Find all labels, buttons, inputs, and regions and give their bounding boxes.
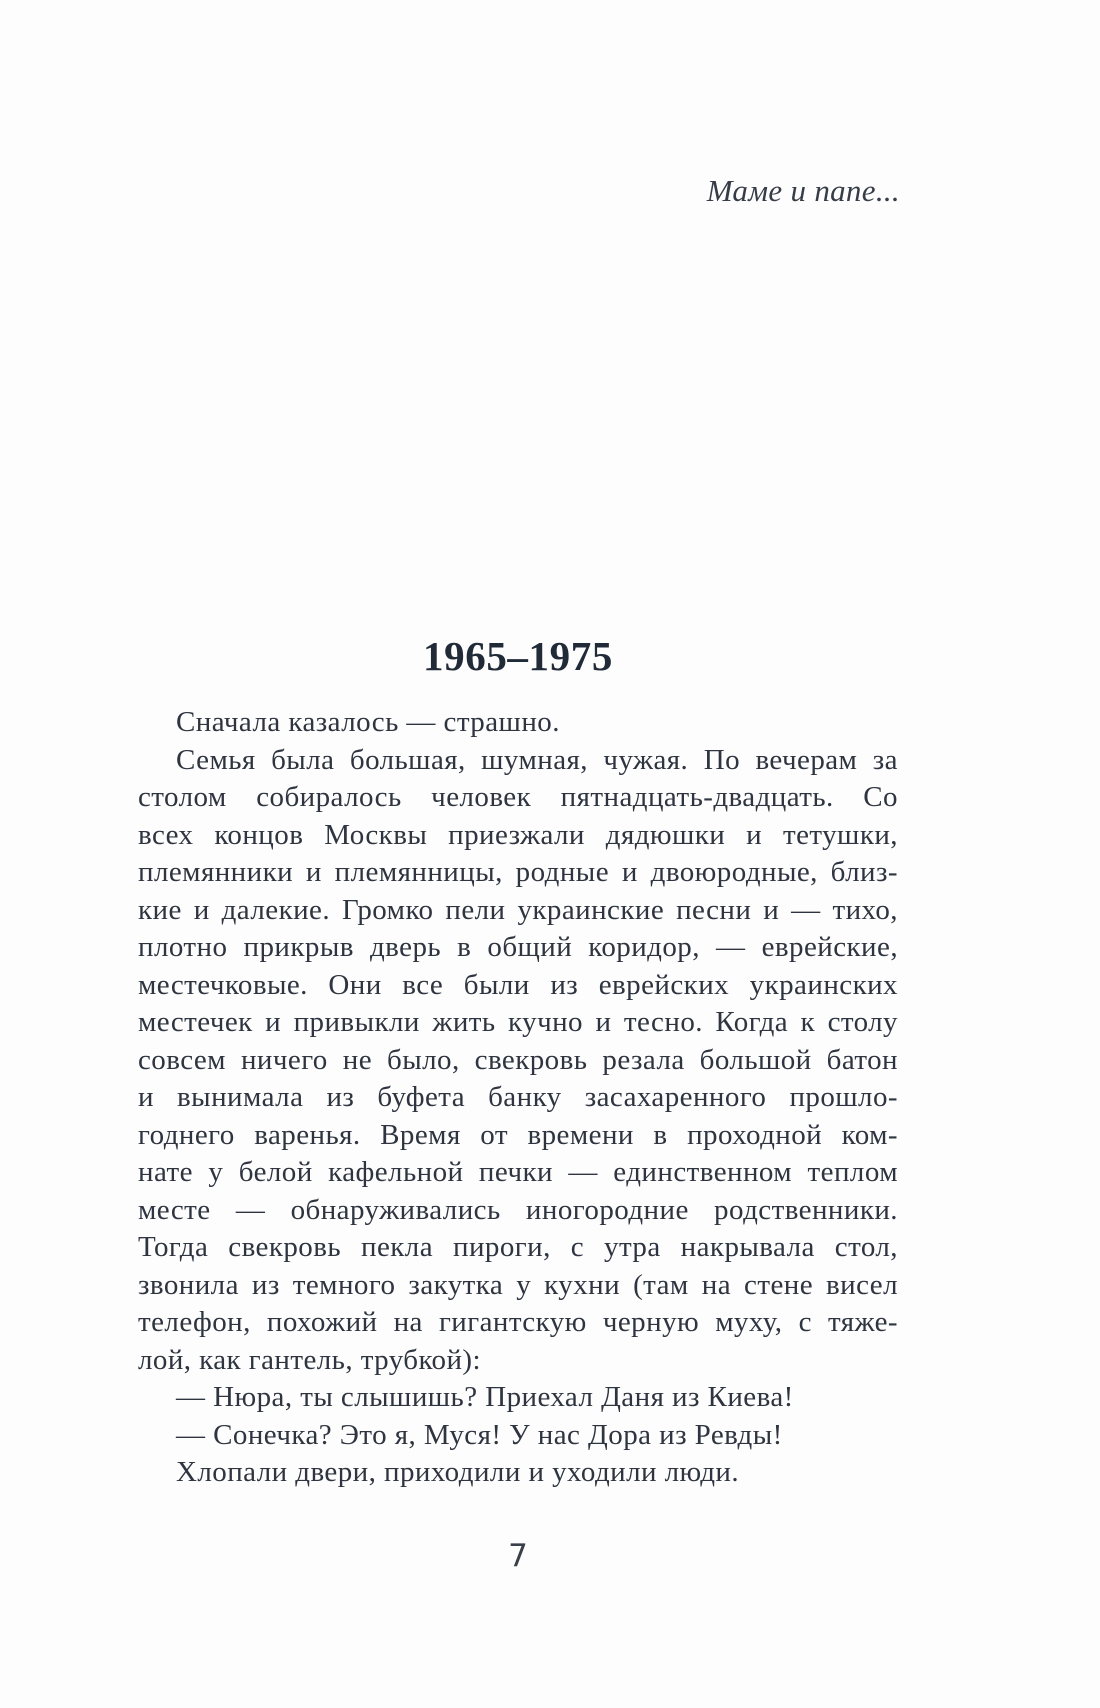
text-line: — Нюра, ты слышишь? Приехал Даня из Киева! [176,1381,794,1413]
text-line: племянники и племянницы, родные и двоюродные, близ- [138,856,898,888]
text-line: Сначала казалось — страшно. [176,706,560,738]
text-line: лой, как гантель, трубкой): [138,1343,481,1376]
text-line: годнего варенья. Время от времени в проходной ком- [138,1118,898,1151]
text-line: нате у белой кафельной печки — единственном теплом [138,1156,898,1188]
text-line: местечек и привыкли жить кучно и тесно. Когда к столу [138,1006,898,1038]
text-line: звонила из темного закутка у кухни (там на стене висел [138,1268,898,1301]
chapter-title: 1965–1975 [422,633,614,679]
body-text [138,704,898,1492]
text-line: столом собиралось человек пятнадцать-двадцать. Со [138,781,898,813]
text-line: месте — обнаруживались иногородние родственники. [138,1193,898,1226]
text-line: местечковые. Они все были из еврейских украинских [138,968,898,1001]
text-line: телефон, похожий на гигантскую черную муху, с тяже- [138,1306,898,1338]
text-line: кие и далекие. Громко пели украинские песни и — тихо, [138,893,898,926]
dedication-text: Маме и папе... [706,173,900,208]
text-line: всех концов Москвы приезжали дядюшки и тетушки, [138,818,898,851]
text-line: Хлопали двери, приходили и уходили люди. [176,1456,740,1488]
text-line: и вынимала из буфета банку засахаренного прошло- [138,1081,898,1113]
page-number: 7 [508,1538,528,1574]
text-line: плотно прикрыв дверь в общий коридор, — еврейские, [138,931,898,963]
text-line: Тогда свекровь пекла пироги, с утра накрывала стол, [138,1231,898,1263]
text-line: — Сонечка? Это я, Муся! У нас Дора из Ревды! [176,1418,783,1451]
text-line: совсем ничего не было, свекровь резала большой батон [138,1043,898,1076]
text-line: Семья была большая, шумная, чужая. По вечерам за [176,743,898,776]
